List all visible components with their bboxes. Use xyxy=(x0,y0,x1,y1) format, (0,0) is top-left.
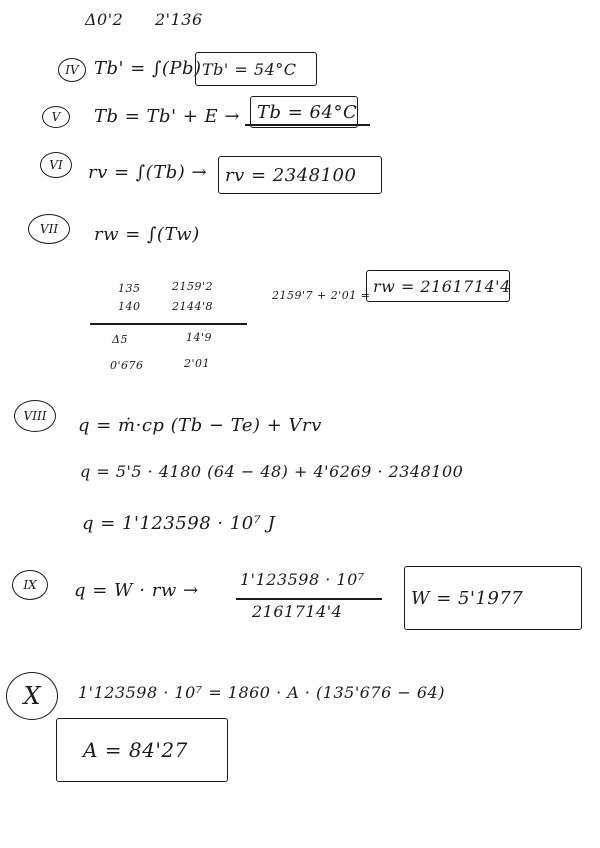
step-ix-circle xyxy=(12,570,48,600)
step-vi-result-box xyxy=(218,156,382,194)
step-vii-side-calc: 2159'7 + 2'01 = xyxy=(272,289,371,302)
step-vii-number: VII xyxy=(39,222,59,236)
step-iv-result: Tb' = 54°C xyxy=(202,59,297,79)
table-r1c1: 135 xyxy=(118,282,141,295)
step-viii-number: VIII xyxy=(23,409,47,423)
delta-right: 2'136 xyxy=(155,10,203,29)
step-iv-circle xyxy=(58,58,86,82)
step-vi-circle xyxy=(40,152,72,178)
step-v-underline xyxy=(245,124,370,126)
step-x-circle xyxy=(6,672,58,720)
step-ix-fraction-bar xyxy=(236,598,382,600)
step-x-equation: 1'123598 · 10⁷ = 1860 · A · (135'676 − 64) xyxy=(78,683,445,702)
step-vi-equation: rv = ∫(Tb) → xyxy=(88,162,208,183)
table-r3c1: Δ5 xyxy=(112,333,128,346)
step-ix-fraction-denominator: 2161714'4 xyxy=(252,602,343,621)
step-viii-line1: q = ṁ·cp (Tb − Te) + Vrv xyxy=(78,415,322,436)
step-ix-fraction-numerator: 1'123598 · 10⁷ xyxy=(240,570,365,589)
step-viii-line3: q = 1'123598 · 10⁷ J xyxy=(82,513,276,534)
step-v-equation: Tb = Tb' + E → xyxy=(94,106,240,127)
step-ix-result-box xyxy=(404,566,582,630)
step-ix-equation: q = W · rw → xyxy=(74,580,199,601)
table-r4c2: 2'01 xyxy=(184,357,211,370)
delta-left: Δ0'2 xyxy=(85,10,124,29)
table-r1c2: 2159'2 xyxy=(172,280,214,293)
step-v-circle xyxy=(42,106,70,128)
step-vi-number: VI xyxy=(49,158,63,172)
step-ix-number: IX xyxy=(23,578,37,592)
step-x-result-box xyxy=(56,718,228,782)
step-iv-equation: Tb' = ∫(Pb) xyxy=(94,58,202,79)
step-x-result: A = 84'27 xyxy=(83,738,188,762)
table-r4c1: 0'676 xyxy=(110,359,144,372)
step-vii-result: rw = 2161714'4 xyxy=(373,276,511,296)
table-rule xyxy=(90,323,247,325)
step-iv-result-box xyxy=(195,52,317,86)
step-v-result: Tb = 64°C xyxy=(257,101,358,123)
step-viii-line2: q = 5'5 · 4180 (64 − 48) + 4'6269 · 2348100 xyxy=(80,462,464,481)
step-ix-result: W = 5'1977 xyxy=(411,587,524,609)
step-viii-circle xyxy=(14,400,56,432)
step-vi-result: rv = 2348100 xyxy=(225,164,357,186)
table-r3c2: 14'9 xyxy=(186,331,213,344)
step-iv-number: IV xyxy=(65,63,79,77)
step-vii-result-box xyxy=(366,270,510,302)
step-vii-circle xyxy=(28,214,70,244)
table-r2c1: 140 xyxy=(118,300,141,313)
table-r2c2: 2144'8 xyxy=(172,300,214,313)
step-x-number: X xyxy=(23,682,41,710)
step-vii-equation: rw = ∫(Tw) xyxy=(94,224,200,245)
step-v-number: V xyxy=(51,110,61,124)
